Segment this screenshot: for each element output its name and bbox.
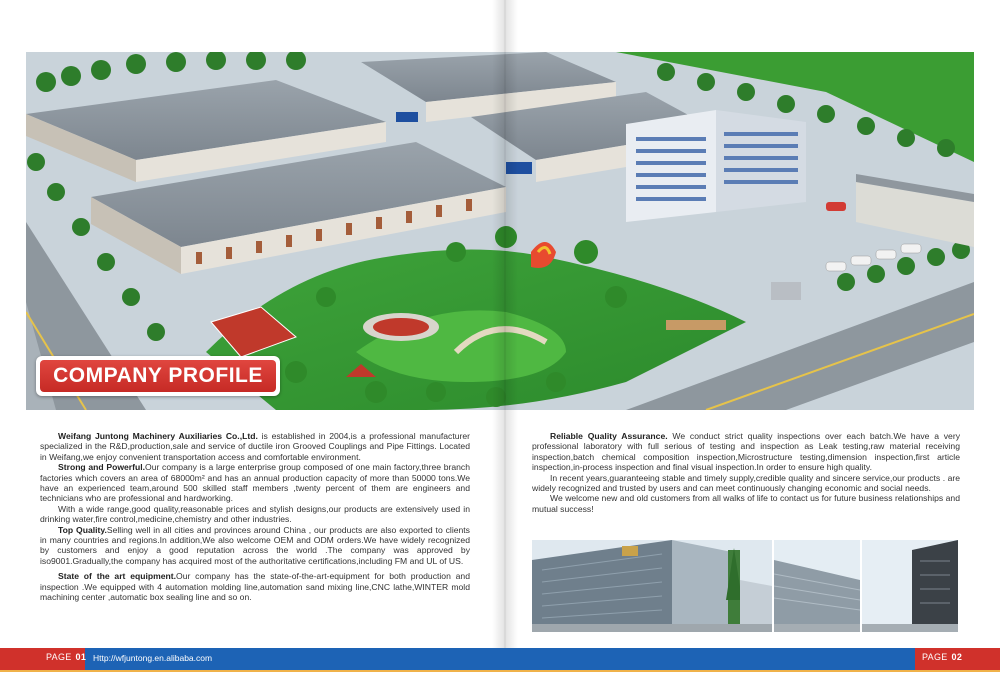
page-footer xyxy=(0,648,1000,672)
factory-block-photo xyxy=(774,540,860,632)
page-gutter xyxy=(492,0,518,648)
range-paragraph xyxy=(40,504,470,525)
left-text-column xyxy=(40,431,470,603)
strong-powerful-lead: Strong and Powerful. xyxy=(58,462,146,473)
equipment-lead: State of the art equipment. xyxy=(58,571,177,582)
equipment-paragraph xyxy=(40,571,470,602)
left-page-value: 01 xyxy=(75,652,87,662)
recent-years-text: In recent years,guaranteeing stable and timely supply,credible quality and sincere service,our products . are widely recognized and trusted by users and can meet continuously changing economic and social needs. xyxy=(532,472,960,494)
left-page-label: PAGE xyxy=(46,652,72,662)
right-text-column xyxy=(532,431,960,514)
footer-accent-stripe xyxy=(0,670,1000,672)
quality-assurance-text: We conduct strict quality inspections over each batch.We have a very professional laboratory with full serious of testing and inspection as Leak testing,raw material receiving inspection,batch chemical composition inspection,Microstructure testing,dimension inspection,first article inspection,in-process inspection and final visual inspection.In order to ensure high quality. xyxy=(532,431,960,473)
intro-text: is established in 2004,is a professional manufacturer specialized in the R&D,production,sale and service of ductile iron Grooved Couplings and Pipe Fittings. Located in Weifang,we enjoy convenient transportation access and comfortable environment. xyxy=(40,431,471,462)
quality-assurance-paragraph xyxy=(532,431,960,473)
company-profile-banner xyxy=(36,356,280,396)
left-page-number xyxy=(46,652,86,662)
right-page-number xyxy=(922,652,962,662)
recent-years-paragraph xyxy=(532,473,960,494)
range-text: With a wide range,good quality,reasonable prices and stylish designs,our products are extensively used in drinking water,fire control,medicine,chemistry and other industries. xyxy=(40,503,470,525)
right-page-value: 02 xyxy=(951,652,963,662)
factory-tower-photo xyxy=(862,540,958,632)
strong-powerful-text: Our company is a large enterprise group composed of one main factory,three branch factories which covers an area of 68000m² and has an annual production capacity of more than 50000 tons.We have an experienced team,around 500 skilled staff members ,twenty percent of them are engineers and technicians who are professional and hardworking. xyxy=(40,462,470,504)
right-page-label: PAGE xyxy=(922,652,948,662)
top-quality-paragraph xyxy=(40,525,470,567)
strong-powerful-paragraph xyxy=(40,462,470,504)
top-quality-lead: Top Quality. xyxy=(58,524,107,535)
welcome-paragraph xyxy=(532,493,960,514)
equipment-text: Our company has the state-of-the-art-equipment for both production and inspection .We equipped with 4 automation molding line,automation sand mixing line,CNC lathe,WINTER mold machining center ,automatic box sealing line and so on. xyxy=(40,571,470,603)
factory-facade-photo xyxy=(532,540,772,632)
top-quality-text: Selling well in all cities and provinces around China , our products are also exported to clients in many countries and regions.In addition,We also welcome OEM and ODM orders.We have widely recognized by customers and enjoy a good reputation across the world .The company was approved by iso9001.Gradually,the company has acquired most of the authoritative certifications,including FM and UL of US. xyxy=(40,524,470,566)
intro-paragraph xyxy=(40,431,470,462)
factory-photo-strip xyxy=(532,540,958,632)
intro-lead: Weifang Juntong Machinery Auxiliaries Co.,Ltd. xyxy=(58,431,258,441)
quality-assurance-lead: Reliable Quality Assurance. xyxy=(550,431,668,441)
website-link[interactable]: Http://wfjuntong.en.alibaba.com xyxy=(93,653,213,663)
welcome-text: We welcome new and old customers from all walks of life to contact us for future business relationships and mutual success! xyxy=(532,493,960,514)
banner-title: COMPANY PROFILE xyxy=(40,360,276,392)
